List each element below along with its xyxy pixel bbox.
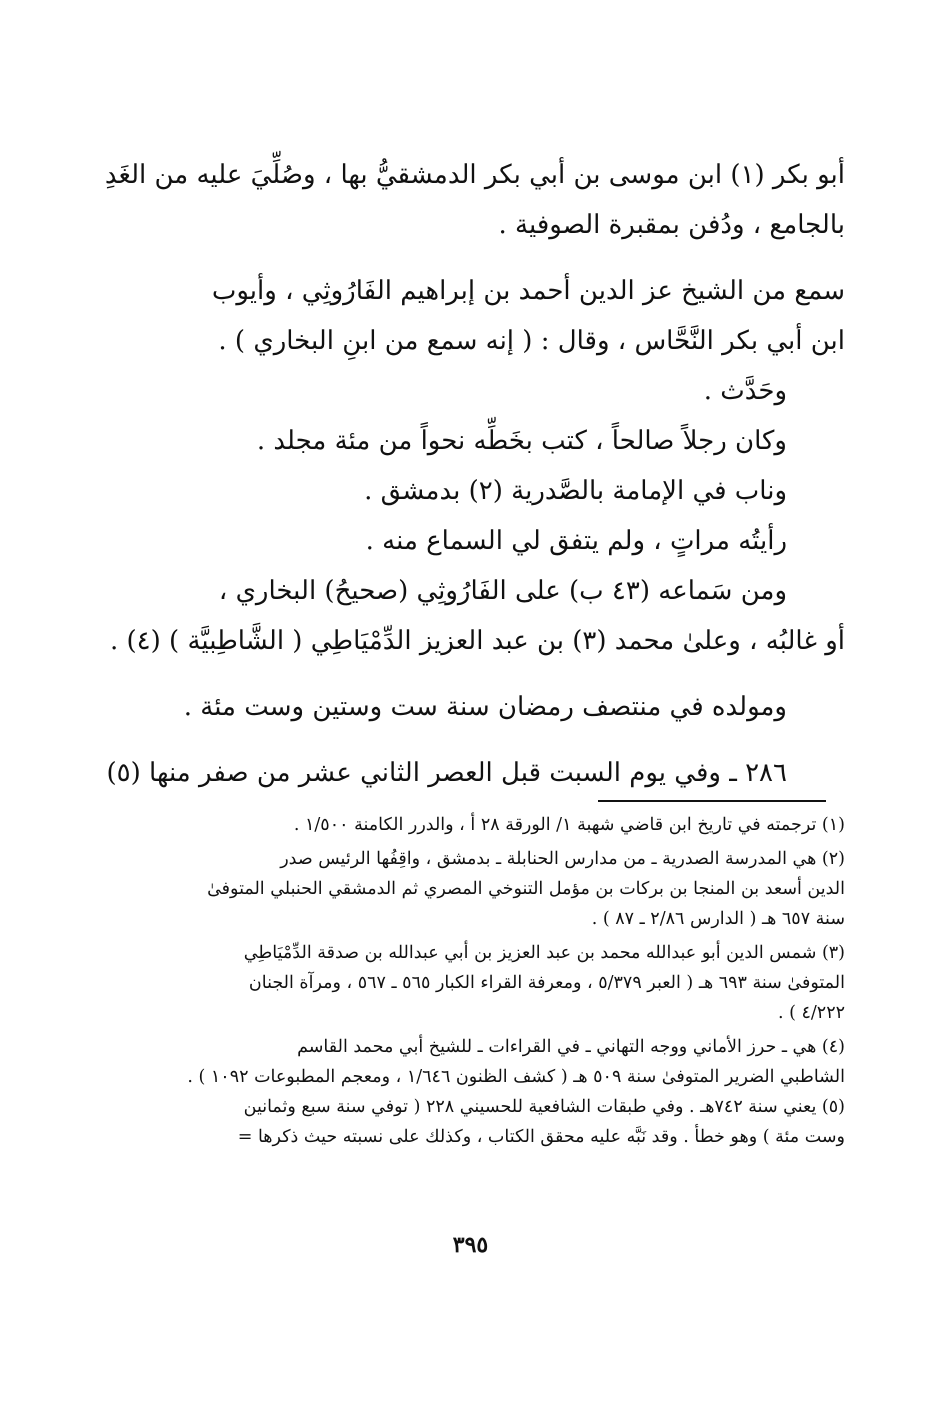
main-line: ابن أبي بكر النَّحَّاس ، وقال : ( إنه سمع من ابنِ البخاري ) . <box>218 326 845 356</box>
main-line: ومن سَماعه (٤٣ ب) على الفَارُوثِي (صحيحُ) البخاري ، <box>218 576 787 606</box>
footnotes <box>145 810 845 1152</box>
footnote-line: (٤) هي ـ حرز الأماني ووجه التهاني ـ في القراءات ـ للشيخ أبي محمد القاسم <box>297 1037 845 1057</box>
footnote-line: وست مئة ) وهو خطأ . وقد نَبَّه عليه محقق الكتاب ، وكذلك على نسبته حيث ذكرها = <box>237 1127 845 1147</box>
footnote-separator <box>598 800 826 802</box>
main-line: ٢٨٦ ـ وفي يوم السبت قبل العصر الثاني عشر من صفر منها (٥) <box>106 758 787 788</box>
main-text <box>95 150 845 798</box>
main-line: بالجامع ، ودُفن بمقبرة الصوفية . <box>498 210 845 240</box>
main-line: أبو بكر (١) ابن موسى بن أبي بكر الدمشقيُّ بها ، وصُلِّيَ عليه من الغَدِ <box>104 160 845 190</box>
footnote-line: (٣) شمس الدين أبو عبدالله محمد بن عبد العزيز بن أبي عبدالله بن صدقة الدِّمْيَاطِي <box>243 943 845 963</box>
page-number: ٣٩٥ <box>452 1232 489 1258</box>
footnote-line: (٢) هي المدرسة الصدرية ـ من مدارس الحنابلة ـ بدمشق ، واقِفُها الرئيس صدر <box>280 849 845 869</box>
footnote-line: سنة ٦٥٧ هـ ( الدارس ٢/٨٦ ـ ٨٧ ) . <box>591 909 845 929</box>
main-line: رأيتُه مراتٍ ، ولم يتفق لي السماع منه . <box>365 526 787 556</box>
footnote-line: المتوفىٰ سنة ٦٩٣ هـ ( العبر ٥/٣٧٩ ، ومعرفة القراء الكبار ٥٦٥ ـ ٥٦٧ ، ومرآة الجنان <box>248 973 845 993</box>
main-line: أو غالبُه ، وعلىٰ محمد (٣) بن عبد العزيز الدِّمْيَاطِي ( الشَّاطِبيَّة ) (٤) . <box>109 626 845 656</box>
main-line: وكان رجلاً صالحاً ، كتب بخَطِّه نحواً من مئة مجلد . <box>256 426 787 456</box>
footnote-line: ٤/٢٢٢ ) . <box>777 1003 845 1023</box>
main-line: وحَدَّث . <box>703 376 787 406</box>
footnote-line: الدين أسعد بن المنجا بن بركات بن مؤمل التنوخي المصري ثم الدمشقي الحنبلي المتوفىٰ <box>207 879 845 899</box>
footnote-line: (١) ترجمته في تاريخ ابن قاضي شهبة ١/ الورقة ٢٨ أ ، والدرر الكامنة ١/٥٠٠ . <box>293 815 845 835</box>
main-line: ومولده في منتصف رمضان سنة ست وستين وست مئة . <box>183 692 787 722</box>
footnote-line: الشاطبي الضرير المتوفىٰ سنة ٥٠٩ هـ ( كشف الظنون ١/٦٤٦ ، ومعجم المطبوعات ١٠٩٢ ) . <box>187 1067 845 1087</box>
main-line: سمع من الشيخ عز الدين أحمد بن إبراهيم الفَارُوثِي ، وأيوب <box>211 276 845 306</box>
main-line: وناب في الإمامة بالصَّدرية (٢) بدمشق . <box>364 476 787 506</box>
footnote-line: (٥) يعني سنة ٧٤٢هـ . وفي طبقات الشافعية للحسيني ٢٢٨ ( توفي سنة سبع وثمانين <box>243 1097 845 1117</box>
